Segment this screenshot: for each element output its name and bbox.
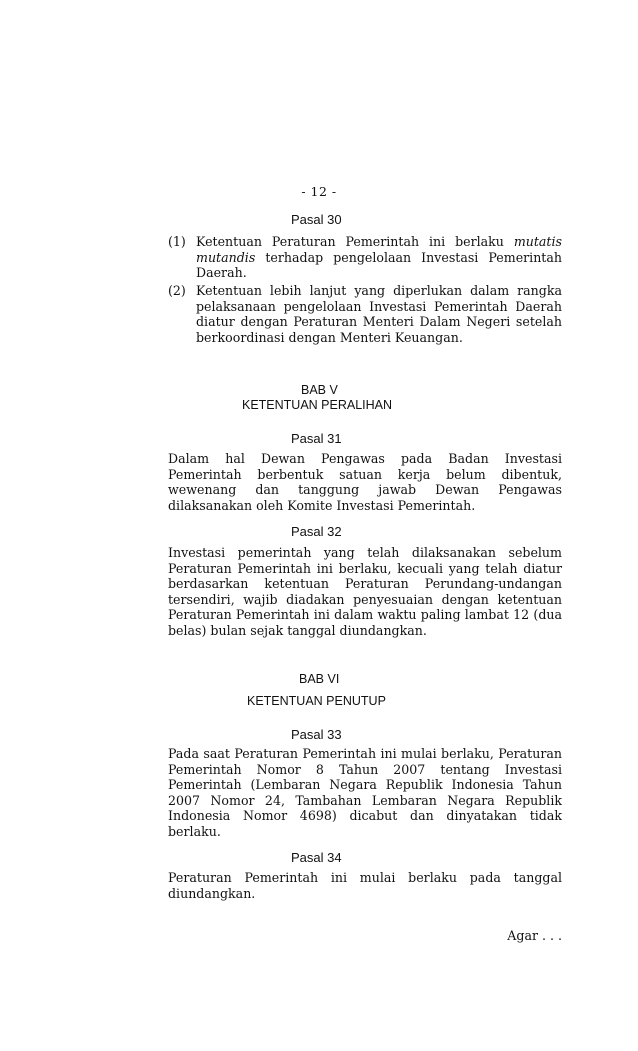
pasal-34-heading: Pasal 34 [291, 850, 342, 865]
pasal-34-text: Peraturan Pemerintah ini mulai berlaku pada tanggal diundangkan. [168, 870, 562, 901]
pasal-31-text: Dalam hal Dewan Pengawas pada Badan Investasi Pemerintah berbentuk satuan kerja belum dibentuk, wewenang dan tanggung jawab Dewan Pengawas dilaksanakan oleh Komite Investasi Pemerintah. [168, 451, 562, 513]
pasal-30-heading: Pasal 30 [291, 212, 342, 227]
pasal-33-heading: Pasal 33 [291, 727, 342, 742]
pasal-30-item-1 [168, 234, 562, 281]
pasal-32-text: Investasi pemerintah yang telah dilaksanakan sebelum Peraturan Pemerintah ini berlaku, kecuali yang telah diatur berdasarkan ketentuan Peraturan Perundang-undangan tersendiri, wajib diadakan penyesuaian dengan ketentuan Peraturan Pemerintah ini dalam waktu paling lambat 12 (dua belas) bulan sejak tanggal diundangkan. [168, 545, 562, 638]
bab-5-subtitle: KETENTUAN PERALIHAN [242, 398, 393, 412]
item-text: Ketentuan lebih lanjut yang diperlukan dalam rangka pelaksanaan pengelolaan Investasi Pemerintah Daerah diatur dengan Peraturan Menteri Dalam Negeri setelah berkoordinasi dengan Menteri Keuangan. [196, 283, 562, 345]
page-number: - 12 - [301, 184, 337, 199]
pasal-31-heading: Pasal 31 [291, 431, 342, 446]
item-text [196, 234, 562, 281]
bab-5-title: BAB V [301, 383, 338, 397]
bab-6-subtitle: KETENTUAN PENUTUP [247, 694, 386, 708]
pasal-33-text: Pada saat Peraturan Pemerintah ini mulai berlaku, Peraturan Pemerintah Nomor 8 Tahun 2007 tentang Investasi Pemerintah (Lembaran Negara Republik Indonesia Tahun 2007 Nomor 24, Tambahan Lembaran Negara Republik Indonesia Nomor 4698) dicabut dan dinyatakan tidak berlaku. [168, 746, 562, 839]
continuation-marker: Agar . . . [507, 928, 562, 943]
bab-6-title: BAB VI [299, 672, 340, 686]
pasal-30-item-2 [168, 283, 562, 345]
item-text-emphasis: mutatis mutandis [196, 234, 562, 265]
item-number: (1) [168, 234, 186, 249]
item-number: (2) [168, 283, 186, 298]
item-text-part: Ketentuan Peraturan Pemerintah ini berlaku [196, 234, 514, 249]
pasal-32-heading: Pasal 32 [291, 524, 342, 539]
item-text-part: terhadap pengelolaan Investasi Pemerintah Daerah. [196, 249, 562, 281]
